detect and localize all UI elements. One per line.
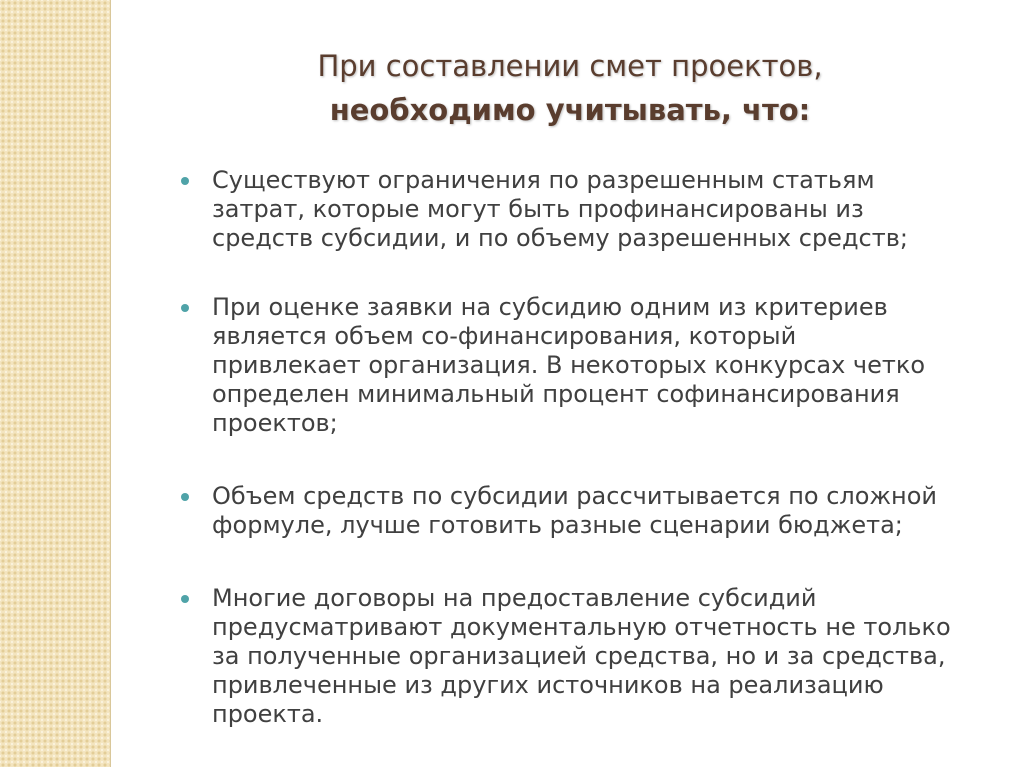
- bullet-item: [178, 482, 998, 540]
- slide-title: [200, 44, 940, 132]
- bullet-text: Многие договоры на предоставление субсидий предусматривают документальную отчетность не только за полученные организацией средства, но и за средства, привлеченные из других источников на реализацию проекта.: [212, 584, 951, 728]
- bullet-text: Объем средств по субсидии рассчитывается по сложной формуле, лучше готовить разные сценарии бюджета;: [212, 482, 938, 539]
- bullet-dot-icon: [181, 177, 189, 185]
- margin-divider: [110, 0, 111, 767]
- bullet-list: [178, 166, 998, 729]
- bullet-dot-icon: [181, 304, 189, 312]
- bullet-item: [178, 166, 998, 253]
- bullet-dot-icon: [181, 595, 189, 603]
- bullet-text: При оценке заявки на субсидию одним из критериев является объем со-финансирования, который привлекает организация. В некоторых конкурсах четко определен минимальный процент софинансирования проектов;: [212, 293, 926, 437]
- title-line-2: необходимо учитывать, что:: [329, 93, 811, 127]
- bullet-dot-icon: [181, 493, 189, 501]
- title-line-1: При составлении смет проектов,: [317, 49, 823, 83]
- decorative-margin-strip: [0, 0, 110, 767]
- bullet-text: Существуют ограничения по разрешенным статьям затрат, которые могут быть профинансированы из средств субсидии, и по объему разрешенных средств;: [212, 166, 908, 252]
- bullet-item: [178, 293, 998, 438]
- bullet-item: [178, 584, 998, 729]
